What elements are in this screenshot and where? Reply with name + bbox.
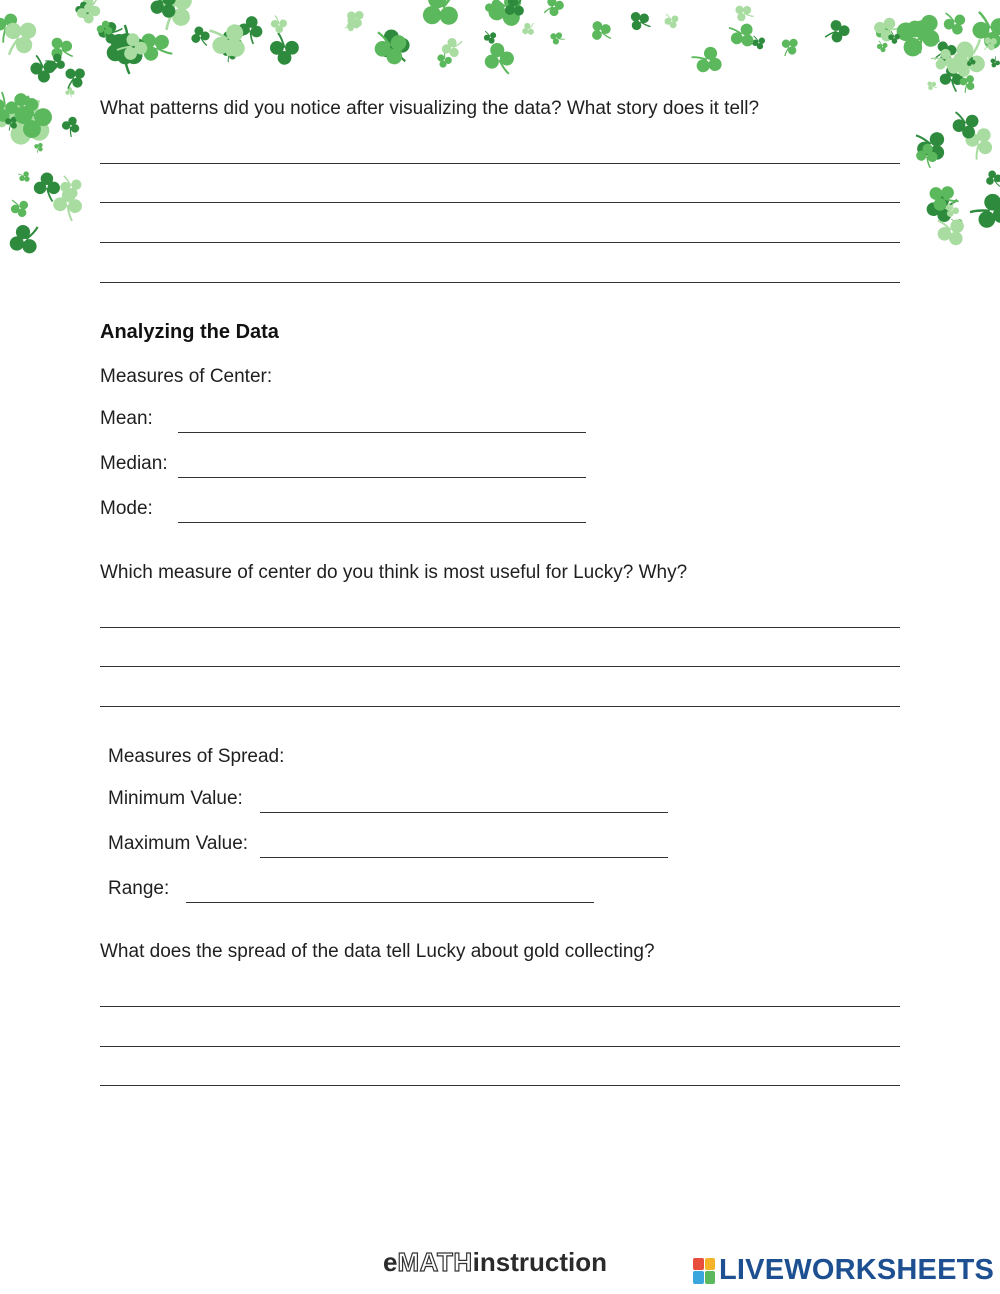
shamrock-icon xyxy=(519,20,538,38)
maximum-value-answer-line[interactable] xyxy=(260,857,668,858)
shamrock-icon xyxy=(956,71,979,95)
liveworksheets-wordmark: LIVEWORKSHEETS xyxy=(719,1254,995,1286)
shamrock-icon xyxy=(435,50,454,70)
shamrock-icon xyxy=(220,34,247,61)
liveworksheets-logo[interactable] xyxy=(693,1254,994,1287)
shamrock-icon xyxy=(414,0,471,36)
shamrock-icon xyxy=(925,79,939,93)
shamrock-icon xyxy=(16,168,33,185)
shamrock-icon xyxy=(29,53,57,83)
shamrock-icon xyxy=(0,7,25,46)
shamrock-icon xyxy=(871,15,903,45)
patterns-answer-line-2[interactable] xyxy=(100,202,900,203)
shamrock-icon xyxy=(344,19,358,31)
shamrock-icon xyxy=(983,168,1000,190)
shamrock-icon xyxy=(440,36,465,59)
shamrock-icon xyxy=(6,90,41,123)
brand-e-letter: e xyxy=(383,1247,398,1277)
shamrock-icon xyxy=(74,0,92,19)
mean-label: Mean: xyxy=(100,408,153,429)
shamrock-icon xyxy=(541,0,566,18)
shamrock-icon xyxy=(959,122,1000,164)
shamrock-icon xyxy=(147,0,202,37)
shamrock-icon xyxy=(964,55,977,67)
shamrock-icon xyxy=(750,33,767,51)
shamrock-icon xyxy=(948,215,965,233)
shamrock-icon xyxy=(385,42,406,63)
shamrock-icon xyxy=(4,219,46,260)
shamrock-icon xyxy=(872,20,896,44)
shamrock-icon xyxy=(940,65,964,92)
measures-of-center-title: Measures of Center: xyxy=(100,366,273,387)
shamrock-icon xyxy=(943,200,962,220)
shamrock-icon xyxy=(59,114,82,138)
median-label: Median: xyxy=(100,453,168,474)
shamrock-icon xyxy=(65,87,75,98)
spread-answer-line-2[interactable] xyxy=(100,1046,900,1047)
patterns-answer-line-4[interactable] xyxy=(100,282,900,283)
center-answer-line-3[interactable] xyxy=(100,706,900,707)
shamrock-icon xyxy=(75,0,107,23)
shamrock-icon xyxy=(104,30,146,75)
range-answer-line[interactable] xyxy=(186,902,594,903)
shamrock-icon xyxy=(59,62,91,93)
shamrock-icon xyxy=(227,35,242,52)
range-label: Range: xyxy=(108,878,170,899)
shamrock-icon xyxy=(980,34,1000,54)
patterns-answer-line-3[interactable] xyxy=(100,242,900,243)
patterns-question: What patterns did you notice after visualizing the data? What story does it tell? xyxy=(100,98,760,119)
shamrock-icon xyxy=(967,188,1000,233)
shamrock-icon xyxy=(95,19,114,39)
shamrock-icon xyxy=(219,43,239,64)
shamrock-icon xyxy=(931,38,959,65)
mode-answer-line[interactable] xyxy=(178,522,586,523)
shamrock-icon xyxy=(51,187,84,222)
analyzing-data-heading: Analyzing the Data xyxy=(100,321,279,343)
shamrock-icon xyxy=(58,173,84,201)
shamrock-icon xyxy=(586,16,616,46)
shamrock-icon xyxy=(0,91,20,124)
shamrock-icon xyxy=(133,25,178,70)
shamrock-icon xyxy=(2,113,21,132)
shamrock-icon xyxy=(106,23,149,68)
shamrock-icon xyxy=(482,28,499,46)
spread-question: What does the spread of the data tell Lucky about gold collecting? xyxy=(100,941,655,962)
shamrock-icon xyxy=(270,15,287,34)
mean-answer-line[interactable] xyxy=(178,432,586,433)
shamrock-icon xyxy=(731,0,757,25)
shamrock-icon xyxy=(876,39,889,53)
shamrock-icon xyxy=(944,32,996,84)
shamrock-icon xyxy=(824,19,851,43)
shamrock-icon xyxy=(0,103,22,135)
emathinstruction-logo xyxy=(383,1247,607,1278)
shamrock-icon xyxy=(688,40,728,79)
shamrock-icon xyxy=(625,6,655,36)
minimum-value-label: Minimum Value: xyxy=(108,788,243,809)
shamrock-icon xyxy=(724,16,761,53)
shamrock-icon xyxy=(915,143,939,169)
shamrock-icon xyxy=(270,33,299,65)
shamrock-icon xyxy=(32,141,46,155)
shamrock-icon xyxy=(481,40,517,78)
shamrock-icon xyxy=(969,7,1000,52)
brand-math-letters: MATH xyxy=(397,1247,473,1277)
shamrock-icon xyxy=(0,92,61,156)
shamrock-icon xyxy=(500,0,531,21)
mode-label: Mode: xyxy=(100,498,153,519)
liveworksheets-blocks-icon xyxy=(693,1258,715,1284)
shamrock-icon xyxy=(776,34,802,60)
shamrock-icon xyxy=(34,172,60,201)
spread-answer-line-3[interactable] xyxy=(100,1085,900,1086)
maximum-value-label: Maximum Value: xyxy=(108,833,249,854)
shamrock-border-decoration xyxy=(0,0,1000,300)
shamrock-icon xyxy=(923,179,962,217)
shamrock-icon xyxy=(548,29,567,47)
shamrock-icon xyxy=(888,30,901,44)
shamrock-icon xyxy=(43,50,68,75)
shamrock-icon xyxy=(374,26,413,68)
center-question: Which measure of center do you think is most useful for Lucky? Why? xyxy=(100,562,688,583)
shamrock-icon xyxy=(909,122,953,167)
shamrock-icon xyxy=(343,13,364,34)
shamrock-icon xyxy=(0,12,45,62)
shamrock-icon xyxy=(899,7,949,58)
shamrock-icon xyxy=(482,0,506,21)
shamrock-icon xyxy=(928,45,959,75)
shamrock-icon xyxy=(45,32,78,66)
shamrock-icon xyxy=(480,0,531,34)
shamrock-icon xyxy=(116,31,150,62)
shamrock-icon xyxy=(931,210,971,251)
shamrock-icon xyxy=(948,106,983,143)
shamrock-icon xyxy=(888,10,944,65)
measures-of-spread-title: Measures of Spread: xyxy=(108,746,285,767)
shamrock-icon xyxy=(940,7,970,38)
minimum-value-answer-line[interactable] xyxy=(260,812,668,813)
shamrock-icon xyxy=(7,195,32,221)
shamrock-icon xyxy=(98,22,123,45)
shamrock-icon xyxy=(12,95,53,140)
center-answer-line-1[interactable] xyxy=(100,627,900,628)
brand-instruction-word: instruction xyxy=(472,1247,607,1277)
median-answer-line[interactable] xyxy=(178,477,586,478)
shamrock-icon xyxy=(944,49,978,82)
spread-answer-line-1[interactable] xyxy=(100,1006,900,1007)
center-answer-line-2[interactable] xyxy=(100,666,900,667)
shamrock-icon xyxy=(222,26,246,48)
shamrock-icon xyxy=(662,11,681,31)
shamrock-icon xyxy=(341,6,368,33)
shamrock-icon xyxy=(369,24,412,69)
shamrock-icon xyxy=(143,0,183,24)
shamrock-icon xyxy=(202,13,255,66)
shamrock-icon xyxy=(988,55,1000,69)
shamrock-icon xyxy=(77,3,100,24)
patterns-answer-line-1[interactable] xyxy=(100,163,900,164)
shamrock-icon xyxy=(925,192,960,224)
shamrock-icon xyxy=(189,24,212,49)
shamrock-icon xyxy=(236,14,265,45)
